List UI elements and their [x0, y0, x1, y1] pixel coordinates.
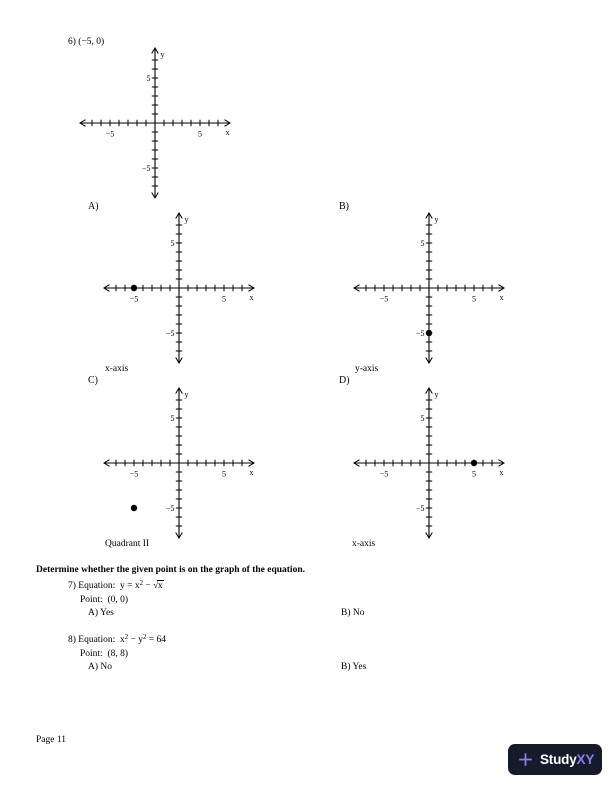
- svg-text:x: x: [249, 293, 254, 302]
- brand-name-accent: XY: [576, 752, 595, 767]
- svg-text:−5: −5: [415, 328, 425, 338]
- question7-answer-a: A) Yes: [88, 608, 114, 618]
- svg-text:−5: −5: [129, 294, 139, 304]
- question8-answer-a: A) No: [88, 662, 113, 672]
- choice-b-caption: y-axis: [355, 364, 379, 374]
- svg-text:−5: −5: [415, 503, 425, 513]
- question7-eq-sup1: 2: [139, 579, 143, 587]
- page-number: Page 11: [36, 735, 66, 745]
- svg-text:y: y: [184, 215, 189, 224]
- svg-text:5: 5: [420, 413, 425, 423]
- choice-a-graph: [91, 200, 267, 376]
- question8-answer-b: B) Yes: [341, 662, 367, 672]
- svg-text:y: y: [434, 215, 439, 224]
- question8-prefix: 8) Equation:: [68, 635, 120, 645]
- question8-eq-t3: = 64: [146, 635, 167, 645]
- choice-d-caption: x-axis: [352, 539, 376, 549]
- question7-eq-t1: y = x: [119, 581, 140, 591]
- radical-sign: √: [153, 581, 159, 591]
- svg-text:x: x: [499, 293, 504, 302]
- question7-prefix: 7) Equation:: [68, 581, 120, 591]
- question7-answer-b: B) No: [341, 608, 365, 618]
- section2-heading: Determine whether the given point is on the graph of the equation.: [36, 565, 305, 575]
- svg-text:5: 5: [170, 238, 175, 248]
- svg-text:5: 5: [222, 469, 226, 479]
- studyxy-logo: [508, 744, 602, 775]
- choice-b-graph: [341, 200, 517, 376]
- choice-c-graph: [91, 375, 267, 551]
- svg-text:x: x: [225, 128, 230, 137]
- svg-text:−5: −5: [379, 294, 389, 304]
- question7-eq-t2: −: [143, 581, 154, 591]
- svg-text:−5: −5: [141, 163, 151, 173]
- question8-eq-sup2: 2: [143, 633, 147, 641]
- svg-text:5: 5: [146, 73, 151, 83]
- svg-text:5: 5: [170, 413, 175, 423]
- question6-graph: [67, 35, 243, 211]
- question8-eq-sup1: 2: [124, 633, 129, 641]
- brand-name: [540, 752, 594, 767]
- svg-text:−5: −5: [129, 469, 139, 479]
- svg-text:5: 5: [198, 129, 202, 139]
- svg-text:5: 5: [472, 294, 476, 304]
- svg-text:5: 5: [222, 294, 226, 304]
- svg-text:x: x: [499, 468, 504, 477]
- choice-c-caption: Quadrant II: [105, 539, 150, 549]
- svg-text:y: y: [160, 50, 165, 59]
- question8-eq-t2: − y: [128, 635, 143, 645]
- choice-d-letter: D): [339, 375, 350, 386]
- choice-b-letter: B): [339, 201, 349, 212]
- choice-a-letter: A): [88, 201, 99, 212]
- svg-text:x: x: [249, 468, 254, 477]
- svg-text:−5: −5: [165, 503, 175, 513]
- question6-label: 6) (−5, 0): [68, 37, 105, 47]
- svg-text:−5: −5: [165, 328, 175, 338]
- question8-eq-t1: x: [119, 635, 125, 645]
- question8-point: Point: (8, 8): [80, 649, 129, 659]
- svg-text:5: 5: [420, 238, 425, 248]
- svg-text:−5: −5: [105, 129, 115, 139]
- choice-d-graph: [341, 375, 517, 551]
- plus-icon: [517, 751, 534, 768]
- svg-text:y: y: [184, 390, 189, 399]
- svg-text:5: 5: [472, 469, 476, 479]
- question7-equation-line: [68, 581, 164, 592]
- svg-text:−5: −5: [379, 469, 389, 479]
- choice-a-caption: x-axis: [105, 364, 129, 374]
- brand-name-primary: Study: [540, 752, 577, 767]
- choice-c-letter: C): [88, 375, 98, 386]
- question7-eq-sqrt-arg: x: [157, 581, 163, 591]
- svg-text:y: y: [434, 390, 439, 399]
- question7-point: Point: (0, 0): [80, 595, 129, 605]
- question8-equation-line: [68, 635, 166, 646]
